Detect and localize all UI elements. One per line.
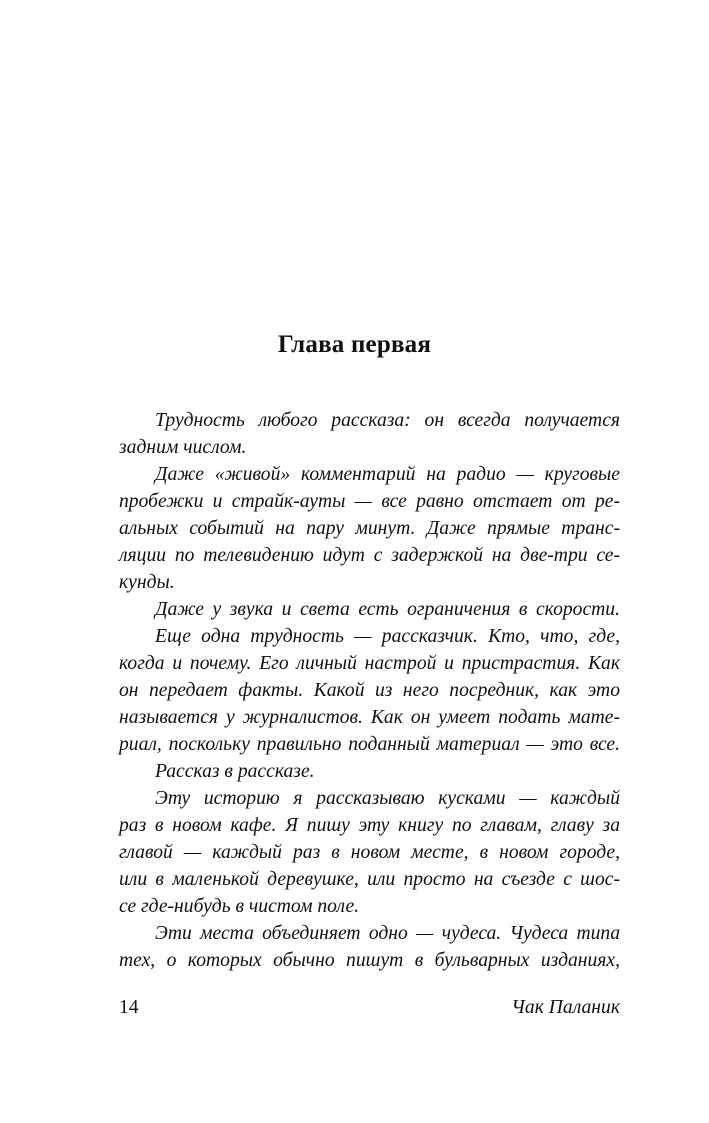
text-line: Эту историю я рассказываю кусками — каждый: [155, 788, 620, 809]
text-line: кунды.: [119, 572, 175, 593]
text-line: когда и почему. Его личный настрой и пристрастия. Как: [119, 653, 620, 674]
text-line: главой — каждый раз в новом месте, в новом городе,: [119, 842, 620, 863]
text-line: Рассказ в рассказе.: [155, 761, 315, 782]
text-line: называется у журналистов. Как он умеет подать мате-: [119, 707, 620, 728]
text-line: раз в новом кафе. Я пишу эту книгу по главам, главу за: [119, 815, 620, 836]
text-line: Еще одна трудность — рассказчик. Кто, что, где,: [155, 626, 620, 647]
running-author: Чак Паланик: [511, 997, 620, 1018]
chapter-title: Глава первая: [277, 331, 432, 358]
text-line: Эти места объединяет одно — чудеса. Чудеса типа: [155, 923, 620, 944]
body-text: [119, 407, 620, 974]
text-line: Трудность любого рассказа: он всегда получается: [155, 410, 620, 431]
text-line: или в маленькой деревушке, или просто на съезде с шос-: [119, 869, 620, 890]
page-number: 14: [119, 997, 139, 1018]
text-line: ляции по телевидению идут с задержкой на две-три се-: [119, 545, 620, 566]
text-line: пробежки и страйк-ауты — все равно отстает от ре-: [119, 491, 620, 512]
text-line: задним числом.: [119, 437, 247, 458]
text-line: Даже «живой» комментарий на радио — круговые: [155, 464, 620, 485]
text-line: риал, поскольку правильно поданный материал — это все.: [119, 734, 620, 755]
text-line: альных событий на пару минут. Даже прямые транс-: [119, 518, 620, 539]
text-line: он передает факты. Какой из него посредник, как это: [119, 680, 620, 701]
text-line: Даже у звука и света есть ограничения в скорости.: [155, 599, 620, 620]
text-line: тех, о которых обычно пишут в бульварных изданиях,: [119, 950, 620, 971]
text-line: се где-нибудь в чистом поле.: [119, 896, 360, 917]
